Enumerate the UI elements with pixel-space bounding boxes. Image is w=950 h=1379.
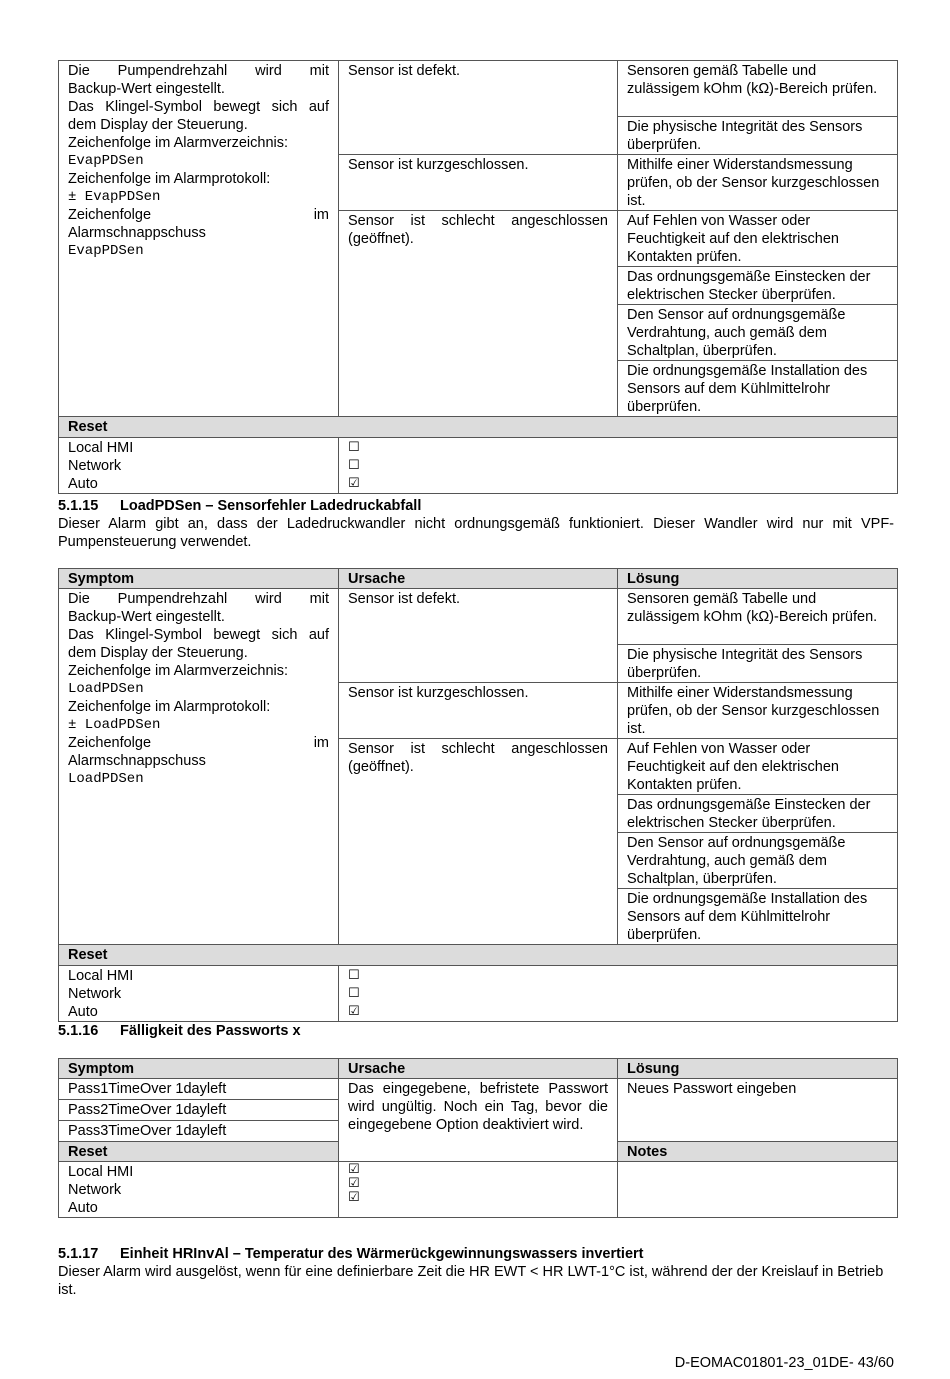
header-symptom: Symptom bbox=[59, 569, 339, 589]
section-heading bbox=[58, 497, 894, 515]
symptom-line: Zeichenfolge im bbox=[68, 735, 329, 751]
reset-item: Network bbox=[68, 458, 122, 474]
section-number: 5.1.17 bbox=[58, 1246, 99, 1262]
header-symptom: Symptom bbox=[59, 1059, 339, 1079]
solution-cell: Die physische Integrität des Sensors überprüfen. bbox=[618, 645, 898, 683]
reset-header: Reset bbox=[59, 1142, 339, 1162]
symptom-line: Zeichenfolge im Alarmprotokoll: bbox=[68, 699, 271, 715]
solution-cell: Den Sensor auf ordnungsgemäße Verdrahtung, auch gemäß dem Schaltplan, überprüfen. bbox=[618, 305, 898, 361]
section-5115 bbox=[58, 497, 894, 551]
symptom-line: Zeichenfolge im bbox=[68, 207, 329, 223]
reset-item: Network bbox=[68, 986, 122, 1002]
symptom-line: dem Display der Steuerung. bbox=[68, 117, 248, 133]
reset-item: Network bbox=[68, 1182, 122, 1198]
alarm-code: ± LoadPDSen bbox=[68, 717, 161, 733]
section-number: 5.1.16 bbox=[58, 1023, 99, 1039]
solution-cell: Die ordnungsgemäße Installation des Sensors auf dem Kühlmittelrohr überprüfen. bbox=[618, 889, 898, 945]
alarm-code: ± EvapPDSen bbox=[68, 189, 161, 205]
reset-header: Reset bbox=[59, 945, 898, 966]
alarm-table-loadpdsen bbox=[58, 568, 898, 1022]
alarm-code: LoadPDSen bbox=[68, 681, 144, 697]
symptom-line: Zeichenfolge im Alarmverzeichnis: bbox=[68, 135, 289, 151]
header-solution: Lösung bbox=[618, 569, 898, 589]
checkbox-checked-icon: ☑ bbox=[348, 476, 360, 491]
checkbox-checked-icon: ☑ bbox=[348, 1004, 360, 1019]
symptom-line: Backup-Wert eingestellt. bbox=[68, 609, 225, 625]
cause-cell: Sensor ist schlecht angeschlossen (geöffnet). bbox=[339, 739, 618, 945]
section-heading bbox=[58, 1022, 894, 1040]
solution-cell: Auf Fehlen von Wasser oder Feuchtigkeit auf den elektrischen Kontakten prüfen. bbox=[618, 739, 898, 795]
symptom-line: Das Klingel-Symbol bewegt sich auf bbox=[68, 99, 329, 115]
symptom-line: Zeichenfolge im Alarmprotokoll: bbox=[68, 171, 271, 187]
reset-items bbox=[59, 966, 339, 1022]
solution-cell: Das ordnungsgemäße Einstecken der elektrischen Stecker überprüfen. bbox=[618, 795, 898, 833]
solution-cell: Die ordnungsgemäße Installation des Sensors auf dem Kühlmittelrohr überprüfen. bbox=[618, 361, 898, 417]
symptom-line: dem Display der Steuerung. bbox=[68, 645, 248, 661]
reset-item: Local HMI bbox=[68, 968, 134, 984]
alarm-table-evappdsen bbox=[58, 60, 898, 494]
header-cause: Ursache bbox=[339, 569, 618, 589]
solution-cell: Sensoren gemäß Tabelle und zulässigem kOhm (kΩ)-Bereich prüfen. bbox=[618, 589, 898, 645]
cause-cell: Sensor ist kurzgeschlossen. bbox=[339, 683, 618, 739]
symptom-line: Alarmschnappschuss bbox=[68, 225, 206, 241]
symptom-line: Die Pumpendrehzahl wird mit bbox=[68, 63, 329, 79]
cause-cell: Sensor ist defekt. bbox=[339, 589, 618, 683]
solution-cell: Auf Fehlen von Wasser oder Feuchtigkeit auf den elektrischen Kontakten prüfen. bbox=[618, 211, 898, 267]
solution-cell: Neues Passwort eingeben bbox=[618, 1079, 898, 1142]
page-footer: D-EOMAC01801-23_01DE- 43/60 bbox=[674, 1355, 894, 1371]
cause-cell: Das eingegebene, befristete Passwort wird ungültig. Noch ein Tag, bevor die eingegebene Option deaktiviert wird. bbox=[339, 1079, 618, 1162]
section-title: LoadPDSen – Sensorfehler Ladedruckabfall bbox=[120, 498, 422, 514]
alarm-code: EvapPDSen bbox=[68, 243, 144, 259]
reset-checkboxes bbox=[339, 438, 898, 494]
checkbox-icon: ☐ bbox=[348, 968, 360, 983]
section-title: Fälligkeit des Passworts x bbox=[120, 1023, 301, 1039]
reset-items bbox=[59, 1162, 339, 1218]
solution-cell: Mithilfe einer Widerstandsmessung prüfen, ob der Sensor kurzgeschlossen ist. bbox=[618, 155, 898, 211]
reset-items bbox=[59, 438, 339, 494]
symptom-line: Alarmschnappschuss bbox=[68, 753, 206, 769]
alarm-code: EvapPDSen bbox=[68, 153, 144, 169]
notes-cell bbox=[618, 1162, 898, 1218]
symptom-line: Die Pumpendrehzahl wird mit bbox=[68, 591, 329, 607]
checkbox-icon: ☐ bbox=[348, 458, 360, 473]
alarm-code: LoadPDSen bbox=[68, 771, 144, 787]
symptom-cell: Pass2TimeOver 1dayleft bbox=[59, 1100, 339, 1121]
symptom-cell: Pass3TimeOver 1dayleft bbox=[59, 1121, 339, 1142]
header-cause: Ursache bbox=[339, 1059, 618, 1079]
reset-item: Local HMI bbox=[68, 440, 134, 456]
section-5117 bbox=[58, 1245, 894, 1299]
alarm-table-password bbox=[58, 1058, 898, 1218]
reset-item: Auto bbox=[68, 1004, 98, 1020]
reset-checkboxes bbox=[339, 966, 898, 1022]
section-number: 5.1.15 bbox=[58, 498, 99, 514]
checkbox-checked-icon: ☑ bbox=[348, 1162, 360, 1177]
solution-cell: Den Sensor auf ordnungsgemäße Verdrahtung, auch gemäß dem Schaltplan, überprüfen. bbox=[618, 833, 898, 889]
cause-cell: Sensor ist schlecht angeschlossen (geöffnet). bbox=[339, 211, 618, 417]
cause-cell: Sensor ist kurzgeschlossen. bbox=[339, 155, 618, 211]
symptom-cell: Pass1TimeOver 1dayleft bbox=[59, 1079, 339, 1100]
section-title: Einheit HRInvAl – Temperatur des Wärmerückgewinnungswassers invertiert bbox=[120, 1246, 644, 1262]
section-5116 bbox=[58, 1022, 894, 1040]
solution-cell: Sensoren gemäß Tabelle und zulässigem kOhm (kΩ)-Bereich prüfen. bbox=[618, 61, 898, 117]
checkbox-icon: ☐ bbox=[348, 440, 360, 455]
symptom-line: Zeichenfolge im Alarmverzeichnis: bbox=[68, 663, 289, 679]
checkbox-checked-icon: ☑ bbox=[348, 1190, 360, 1205]
checkbox-icon: ☐ bbox=[348, 986, 360, 1001]
section-heading bbox=[58, 1245, 894, 1263]
reset-checkboxes bbox=[339, 1162, 618, 1218]
checkbox-checked-icon: ☑ bbox=[348, 1176, 360, 1191]
header-solution: Lösung bbox=[618, 1059, 898, 1079]
symptom-cell bbox=[59, 589, 339, 945]
reset-item: Local HMI bbox=[68, 1164, 134, 1180]
solution-cell: Mithilfe einer Widerstandsmessung prüfen, ob der Sensor kurzgeschlossen ist. bbox=[618, 683, 898, 739]
symptom-line: Backup-Wert eingestellt. bbox=[68, 81, 225, 97]
notes-header: Notes bbox=[618, 1142, 898, 1162]
symptom-line: Das Klingel-Symbol bewegt sich auf bbox=[68, 627, 329, 643]
section-body: Dieser Alarm wird ausgelöst, wenn für eine definierbare Zeit die HR EWT < HR LWT-1°C ist, während der der Kreislauf in Betrieb ist. bbox=[58, 1264, 884, 1298]
solution-cell: Das ordnungsgemäße Einstecken der elektrischen Stecker überprüfen. bbox=[618, 267, 898, 305]
reset-item: Auto bbox=[68, 1200, 98, 1216]
section-body: Dieser Alarm gibt an, dass der Ladedruckwandler nicht ordnungsgemäß funktioniert. Dieser Wandler wird nur mit VPF-Pumpensteuerung verwendet. bbox=[58, 516, 894, 550]
symptom-cell bbox=[59, 61, 339, 417]
solution-cell: Die physische Integrität des Sensors überprüfen. bbox=[618, 117, 898, 155]
cause-cell: Sensor ist defekt. bbox=[339, 61, 618, 155]
reset-item: Auto bbox=[68, 476, 98, 492]
reset-header: Reset bbox=[59, 417, 898, 438]
